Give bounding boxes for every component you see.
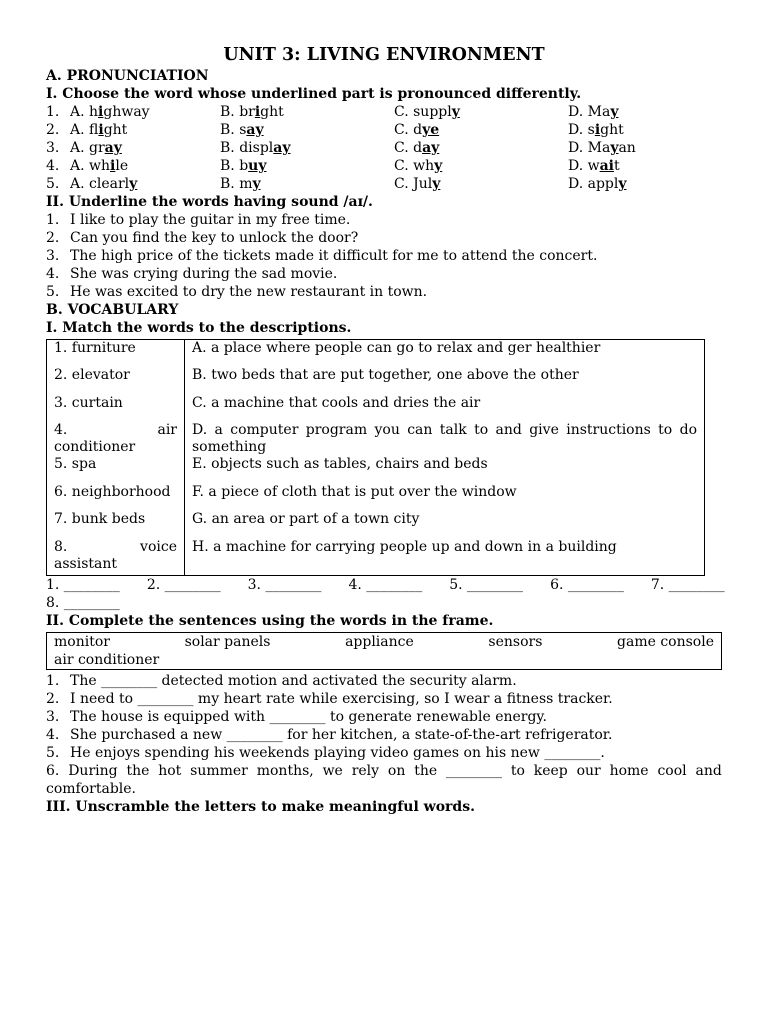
completion-list <box>46 672 722 798</box>
part-b1-heading: I. Match the words to the descriptions. <box>46 320 352 336</box>
sentence-word: we <box>322 763 343 779</box>
term-cell <box>47 539 185 576</box>
option-text: D. s <box>568 122 595 138</box>
item-number: 4. <box>46 266 60 282</box>
term-cell <box>47 484 185 512</box>
underlined-part: ay <box>422 140 440 156</box>
item-number: 2. <box>46 122 60 138</box>
description-cell <box>185 422 705 456</box>
option-b[interactable] <box>220 103 394 121</box>
list-item <box>46 744 722 762</box>
sentence-text: The high price of the tickets made it difficult for me to attend the concert. <box>70 248 598 264</box>
term-text: 8. voice assistant <box>54 538 177 572</box>
list-item <box>46 211 722 229</box>
description-text: H. a machine for carrying people up and down in a building <box>192 538 617 555</box>
table-row <box>47 340 705 368</box>
option-text: an <box>618 140 636 156</box>
option-text: t <box>614 158 620 174</box>
underlined-part: y <box>618 176 627 192</box>
sentence-word: summer <box>190 763 248 779</box>
option-c[interactable] <box>394 157 568 175</box>
sentence-text: I like to play the guitar in my free time. <box>70 212 351 228</box>
term-text: 5. spa <box>54 456 97 472</box>
option-text: A. fl <box>70 122 99 138</box>
option-text: ght <box>260 104 284 120</box>
underlined-part: ye <box>422 122 440 138</box>
option-text: B. s <box>220 122 247 138</box>
option-c[interactable] <box>394 103 568 121</box>
answer-blanks <box>46 576 725 594</box>
frame-word: appliance <box>345 634 414 650</box>
underlined-part: ai <box>599 158 614 174</box>
sentence-text: Can you find the key to unlock the door? <box>70 230 359 246</box>
option-b[interactable] <box>220 175 394 193</box>
section-a-heading: A. PRONUNCIATION <box>46 68 209 84</box>
option-d[interactable] <box>568 103 718 121</box>
underlined-part: ay <box>104 140 122 156</box>
pronunciation-row <box>46 175 722 193</box>
option-d[interactable] <box>568 121 718 139</box>
underlined-part: y <box>252 176 261 192</box>
option-d[interactable] <box>568 139 718 157</box>
option-c[interactable] <box>394 175 568 193</box>
item-number: 5. <box>46 284 60 300</box>
answer-blank[interactable]: 6. ________ <box>550 577 624 593</box>
sentence-word: hot <box>158 763 182 779</box>
item-number: 4. <box>46 158 60 174</box>
option-c[interactable] <box>394 139 568 157</box>
term-text: 4. air conditioner <box>54 422 177 455</box>
term-text: 1. furniture <box>54 340 136 356</box>
list-item <box>46 283 722 301</box>
sentence-word: home <box>609 763 649 779</box>
sentence-word: months, <box>256 763 314 779</box>
item-number: 4. <box>46 727 60 743</box>
pronunciation-row <box>46 121 722 139</box>
underlined-part: i <box>254 104 261 120</box>
underlined-part: y <box>451 104 460 120</box>
option-text: A. wh <box>70 158 111 174</box>
frame-word: monitor <box>54 634 110 650</box>
sound-list <box>46 211 722 301</box>
option-text: A. h <box>70 104 99 120</box>
list-item <box>46 229 722 247</box>
description-cell <box>185 484 705 512</box>
worksheet-page <box>46 43 725 816</box>
word-frame <box>46 632 722 670</box>
option-text: B. m <box>220 176 253 192</box>
underlined-part: uy <box>248 158 267 174</box>
table-row <box>47 367 705 395</box>
option-text: A. gr <box>70 140 105 156</box>
term-cell <box>47 456 185 484</box>
option-a[interactable] <box>70 103 220 121</box>
item-number: 5. <box>46 745 60 761</box>
underlined-part: y <box>610 140 619 156</box>
description-cell <box>185 395 705 423</box>
term-cell <box>47 340 185 368</box>
sentence-word: the <box>126 763 150 779</box>
option-b[interactable] <box>220 157 394 175</box>
underlined-part: ay <box>246 122 264 138</box>
option-b[interactable] <box>220 139 394 157</box>
part-b3-heading: III. Unscramble the letters to make meaningful words. <box>46 799 475 815</box>
sentence-text: He was excited to dry the new restaurant in town. <box>70 284 428 300</box>
term-text: 7. bunk beds <box>54 511 146 527</box>
description-cell <box>185 456 705 484</box>
sentence-text: She was crying during the sad movie. <box>70 266 338 282</box>
option-a[interactable] <box>70 175 220 193</box>
option-text: D. Ma <box>568 140 611 156</box>
description-cell <box>185 511 705 539</box>
item-number: 5. <box>46 176 60 192</box>
option-text: C. Jul <box>394 176 433 192</box>
frame-word: solar panels <box>184 634 271 650</box>
description-cell <box>185 340 705 368</box>
option-text: C. d <box>394 122 423 138</box>
description-text: D. a computer program you can talk to and give instructions to do something <box>192 422 697 455</box>
option-text: le <box>115 158 129 174</box>
sentence-text: She purchased a new ________ for her kitchen, a state-of-the-art refrigerator. <box>70 727 613 743</box>
item-number: 2. <box>46 691 60 707</box>
option-c[interactable] <box>394 121 568 139</box>
table-row <box>47 539 705 576</box>
sentence-text: He enjoys spending his weekends playing video games on his new ________. <box>70 745 605 761</box>
underlined-part: i <box>98 104 104 120</box>
term-text: 6. neighborhood <box>54 483 171 500</box>
term-cell <box>47 511 185 539</box>
sentence-word: cool <box>657 763 687 779</box>
description-text: C. a machine that cools and dries the air <box>192 394 481 411</box>
sentence-word: 6. <box>46 763 60 779</box>
sentence-word: to <box>510 763 525 779</box>
frame-word: sensors <box>488 634 543 650</box>
list-item <box>46 247 722 265</box>
matching-table <box>46 339 705 576</box>
item-number: 3. <box>46 248 60 264</box>
item-number: 1. <box>46 212 60 228</box>
underlined-part: y <box>610 104 619 120</box>
option-text: B. displ <box>220 140 274 156</box>
table-row <box>47 395 705 423</box>
term-cell <box>47 395 185 423</box>
sentence-word: ________ <box>445 763 502 779</box>
section-b-heading: B. VOCABULARY <box>46 302 179 318</box>
table-row <box>47 456 705 484</box>
option-b[interactable] <box>220 121 394 139</box>
answer-blank[interactable]: 8. ________ <box>46 595 120 611</box>
answer-blank[interactable]: 5. ________ <box>449 577 524 593</box>
option-a[interactable] <box>70 157 220 175</box>
underlined-part: y <box>432 176 441 192</box>
list-item <box>46 672 722 690</box>
option-text: C. suppl <box>394 104 452 120</box>
underlined-part: ay <box>273 140 291 156</box>
sentence-word: keep <box>533 763 568 779</box>
item-number: 1. <box>46 104 60 120</box>
option-text: D. appl <box>568 176 619 192</box>
description-text: G. an area or part of a town city <box>192 511 420 527</box>
frame-word: game console <box>617 634 714 650</box>
description-text: A. a place where people can go to relax and ger healthier <box>192 340 601 356</box>
underlined-part: y <box>129 176 138 192</box>
item-number: 3. <box>46 140 60 156</box>
table-row <box>47 484 705 512</box>
list-item <box>46 762 722 780</box>
list-item <box>46 690 722 708</box>
option-text: B. br <box>220 104 255 120</box>
item-number: 3. <box>46 709 60 725</box>
option-text: ght <box>103 122 128 138</box>
sentence-word: During <box>68 763 118 779</box>
description-text: B. two beds that are put together, one above the other <box>192 367 579 383</box>
description-text: E. objects such as tables, chairs and beds <box>192 456 488 472</box>
page-title: UNIT 3: LIVING ENVIRONMENT <box>223 45 545 65</box>
answer-blank[interactable]: 2. ________ <box>146 577 221 593</box>
item-number: 2. <box>46 230 60 246</box>
part-b2-heading: II. Complete the sentences using the words in the frame. <box>46 613 494 629</box>
option-a[interactable] <box>70 139 220 157</box>
underlined-part: i <box>110 158 116 174</box>
term-cell <box>47 422 185 456</box>
sentence-word: rely <box>351 763 380 779</box>
list-item <box>46 708 722 726</box>
option-text: ghway <box>103 104 150 120</box>
pronunciation-row <box>46 139 722 157</box>
sentence-word: the <box>414 763 438 779</box>
frame-word: air conditioner <box>54 652 160 668</box>
description-cell <box>185 367 705 395</box>
answer-blank[interactable]: 3. ________ <box>247 577 322 593</box>
option-d[interactable] <box>568 175 718 193</box>
part-a2-heading: II. Underline the words having sound /aɪ/. <box>46 194 373 210</box>
option-text: A. clearl <box>70 176 130 192</box>
sentence-word: our <box>576 763 601 779</box>
pronunciation-row <box>46 103 722 121</box>
term-cell <box>47 367 185 395</box>
list-item <box>46 726 722 744</box>
description-cell <box>185 539 705 576</box>
sentence-text: The ________ detected motion and activated the security alarm. <box>70 673 517 689</box>
underlined-part: i <box>98 122 104 138</box>
part-a1-heading: I. Choose the word whose underlined part is pronounced differently. <box>46 86 582 102</box>
answer-blank[interactable]: 7. ________ <box>650 577 725 593</box>
term-text: 3. curtain <box>54 394 123 411</box>
option-a[interactable] <box>70 121 220 139</box>
option-text: D. Ma <box>568 104 611 120</box>
table-row <box>47 511 705 539</box>
option-text: D. w <box>568 158 600 174</box>
description-text: F. a piece of cloth that is put over the window <box>192 483 517 500</box>
term-text: 2. elevator <box>54 367 130 383</box>
sentence-word: and <box>695 763 722 779</box>
answer-blank[interactable]: 4. ________ <box>348 577 423 593</box>
sentence-text: comfortable. <box>46 781 136 797</box>
option-d[interactable] <box>568 157 718 175</box>
item-number: 1. <box>46 673 60 689</box>
underlined-part: y <box>434 158 443 174</box>
pronunciation-row <box>46 157 722 175</box>
pronunciation-list <box>46 103 722 193</box>
sentence-text: The house is equipped with ________ to generate renewable energy. <box>70 709 547 725</box>
option-text: C. wh <box>394 158 435 174</box>
sentence-text: I need to ________ my heart rate while exercising, so I wear a fitness tracker. <box>70 691 613 707</box>
option-text: B. b <box>220 158 249 174</box>
option-text: C. d <box>394 140 423 156</box>
sentence-word: on <box>387 763 406 779</box>
answer-blank[interactable]: 1. ________ <box>46 577 120 593</box>
option-text: ght <box>600 122 624 138</box>
table-row <box>47 422 705 456</box>
list-item <box>46 265 722 283</box>
underlined-part: i <box>594 122 601 138</box>
